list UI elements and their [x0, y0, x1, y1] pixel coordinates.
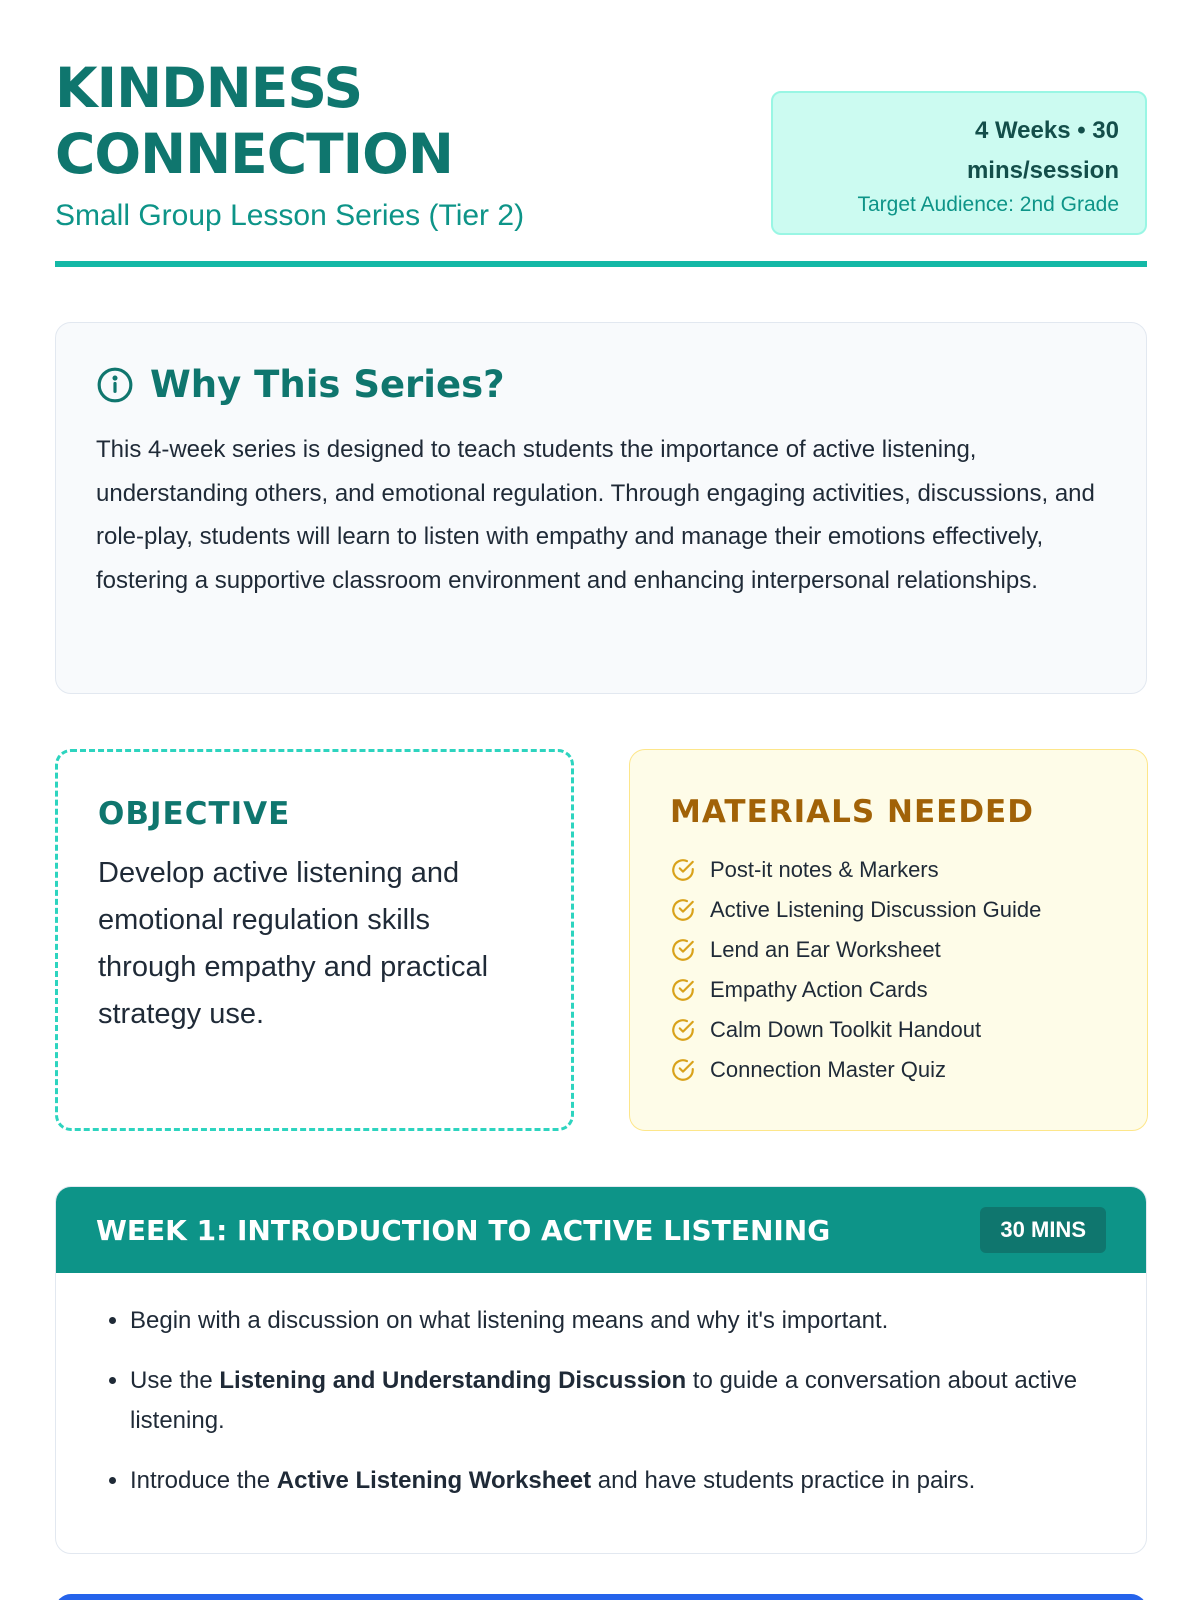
activity-text-post: and have students practice in pairs. — [591, 1467, 976, 1494]
resource-name: Listening and Understanding Discussion — [219, 1367, 687, 1394]
material-item — [670, 850, 1107, 890]
material-item — [670, 1010, 1107, 1050]
objective-card — [55, 749, 574, 1131]
material-label: Empathy Action Cards — [710, 977, 928, 1002]
material-item — [670, 930, 1107, 970]
activity-item — [130, 1301, 1106, 1341]
header-divider — [55, 261, 1147, 267]
check-circle-icon — [670, 857, 696, 883]
check-circle-icon — [670, 1057, 696, 1083]
why-heading — [96, 363, 1106, 406]
material-item — [670, 890, 1107, 930]
duration-line-1: 4 Weeks • 30 — [974, 117, 1119, 144]
material-label: Calm Down Toolkit Handout — [710, 1017, 982, 1042]
session-info-box — [771, 91, 1147, 235]
material-label: Lend an Ear Worksheet — [710, 937, 941, 962]
materials-card — [629, 749, 1148, 1131]
objective-title: OBJECTIVE — [98, 796, 291, 832]
series-subtitle: Small Group Lesson Series (Tier 2) — [55, 199, 525, 232]
materials-list — [670, 850, 1107, 1090]
duration-line-2: mins/session — [966, 157, 1119, 184]
material-item — [670, 1050, 1107, 1090]
why-title: Why This Series? — [150, 363, 505, 406]
week-1-activities — [56, 1273, 1146, 1501]
check-circle-icon — [670, 1017, 696, 1043]
title-line-2: CONNECTION — [55, 122, 453, 186]
objective-text: Develop active listening and emotional regulation skills through empathy and practical strategy use. — [98, 857, 489, 1030]
next-week-card-edge — [55, 1594, 1147, 1600]
check-circle-icon — [670, 977, 696, 1003]
info-circle-icon — [96, 366, 134, 404]
activity-text-pre: Introduce the — [130, 1467, 277, 1494]
activity-text-pre: Use the — [130, 1367, 220, 1394]
page-header — [55, 55, 1147, 265]
week-1-header — [56, 1187, 1146, 1273]
week-1-card — [55, 1186, 1147, 1554]
activity-item — [130, 1361, 1106, 1441]
target-audience: Target Audience: 2nd Grade — [857, 193, 1119, 216]
duration-badge: 30 MINS — [980, 1207, 1106, 1253]
materials-title: MATERIALS NEEDED — [670, 794, 1034, 830]
activity-item — [130, 1461, 1106, 1501]
material-label: Post-it notes & Markers — [710, 857, 939, 882]
resource-name: Active Listening Worksheet — [276, 1467, 592, 1494]
check-circle-icon — [670, 937, 696, 963]
title-line-1: KINDNESS — [55, 56, 363, 120]
why-this-series-card — [55, 322, 1147, 694]
why-description: This 4-week series is designed to teach students the importance of active listening, understanding others, and emotional regulation. Through engaging activities, discussions, and role-play, students will learn to listen with empathy and manage their emotions effectively, fostering a supportive classroom environment and enhancing interpersonal relationships. — [96, 436, 1095, 594]
material-label: Active Listening Discussion Guide — [710, 897, 1042, 922]
material-item — [670, 970, 1107, 1010]
material-label: Connection Master Quiz — [710, 1057, 946, 1082]
check-circle-icon — [670, 897, 696, 923]
activity-text: Begin with a discussion on what listening means and why it's important. — [130, 1307, 889, 1334]
activity-text-post: to guide a conversation about active listening. — [130, 1367, 1078, 1434]
week-1-title: WEEK 1: INTRODUCTION TO ACTIVE LISTENING — [96, 1213, 831, 1247]
